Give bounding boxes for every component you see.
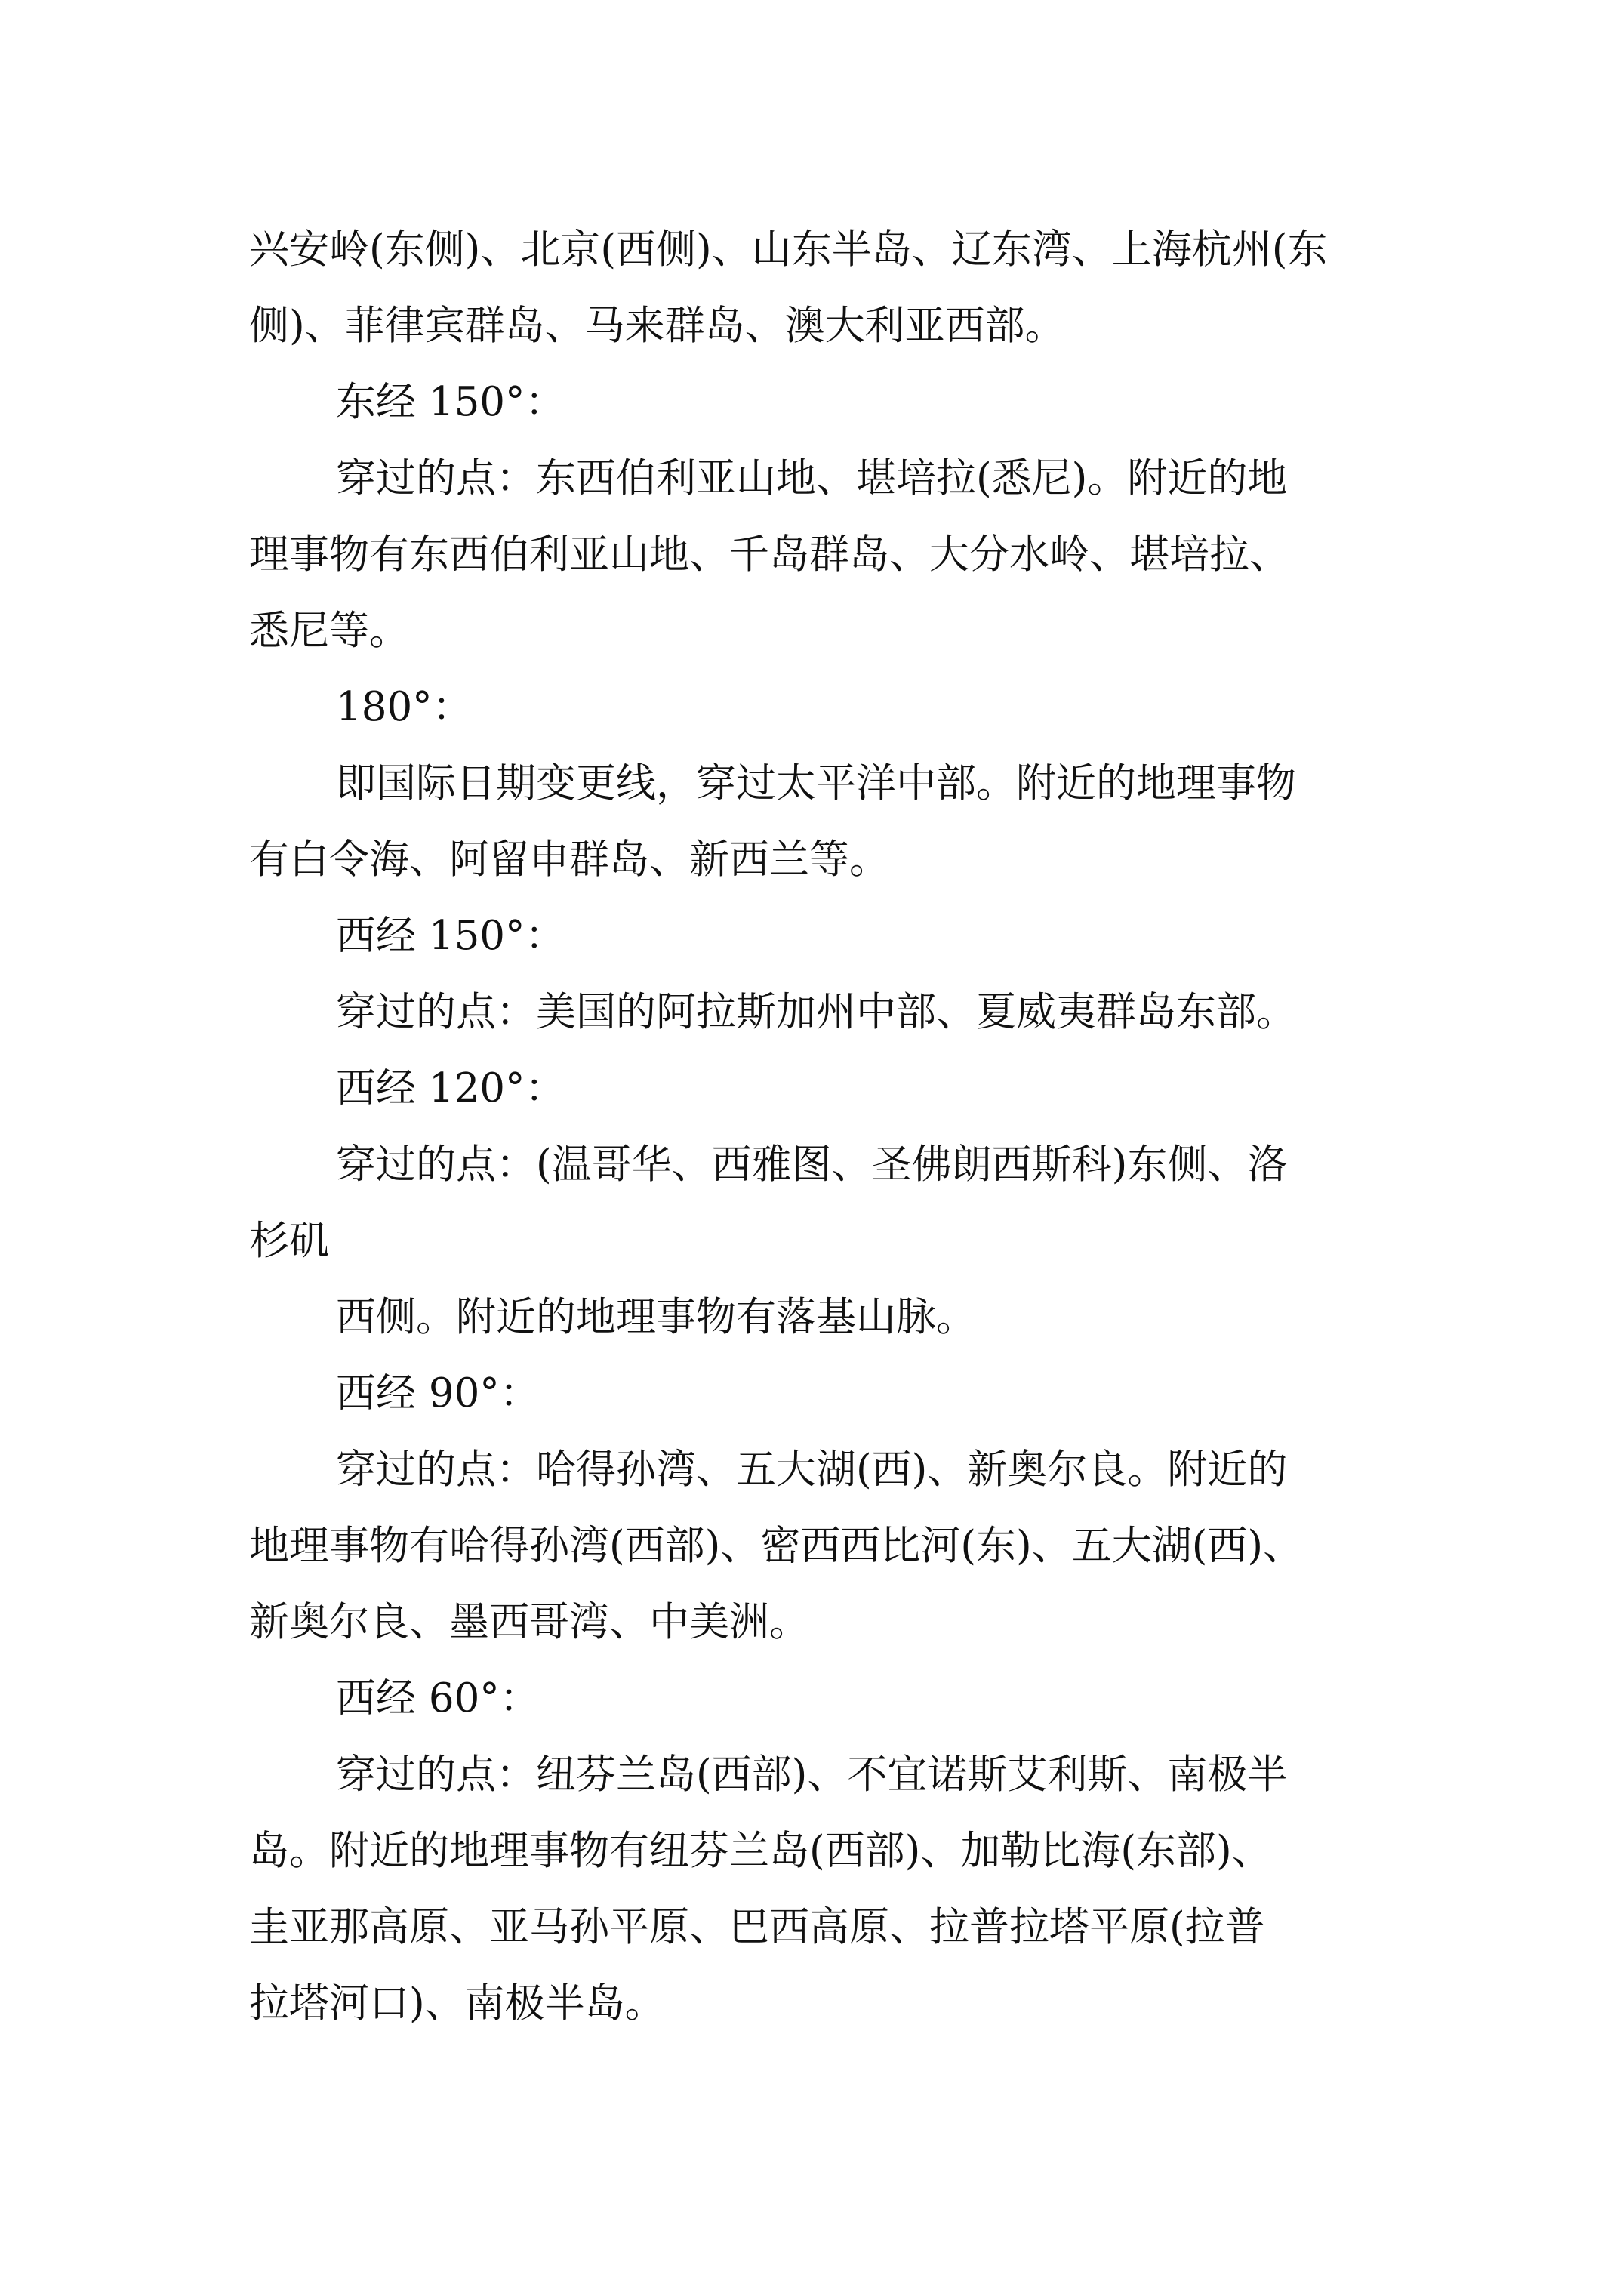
text-line: 西侧。附近的地理事物有落基山脉。 <box>336 1294 976 1340</box>
text-line: 侧)、菲律宾群岛、马来群岛、澳大利亚西部。 <box>249 303 1065 349</box>
text-line: 东经 150°： <box>336 379 565 425</box>
text-line: 地理事物有哈得孙湾(西部)、密西西比河(东)、五大湖(西)、 <box>249 1523 1304 1569</box>
text-line: 岛。附近的地理事物有纽芬兰岛(西部)、加勒比海(东部)、 <box>249 1828 1272 1874</box>
text-line: 穿过的点：哈得孙湾、五大湖(西)、新奥尔良。附近的 <box>336 1447 1288 1493</box>
text-line: 穿过的点：美国的阿拉斯加州中部、夏威夷群岛东部。 <box>336 989 1296 1035</box>
text-line: 新奥尔良、墨西哥湾、中美洲。 <box>249 1599 809 1645</box>
text-line: 圭亚那高原、亚马孙平原、巴西高原、拉普拉塔平原(拉普 <box>249 1904 1265 1950</box>
text-line: 理事物有东西伯利亚山地、千岛群岛、大分水岭、堪培拉、 <box>249 532 1289 578</box>
text-line: 180°： <box>336 684 473 730</box>
text-line: 杉矶 <box>249 1218 329 1264</box>
text-line: 即国际日期变更线，穿过太平洋中部。附近的地理事物 <box>336 760 1296 806</box>
text-line: 穿过的点：纽芬兰岛(西部)、不宜诺斯艾利斯、南极半 <box>336 1752 1288 1798</box>
text-line: 西经 90°： <box>336 1370 540 1416</box>
text-line: 西经 150°： <box>336 913 565 959</box>
document-body <box>249 211 1442 2042</box>
text-line: 悉尼等。 <box>249 608 409 654</box>
text-line: 有白令海、阿留申群岛、新西兰等。 <box>249 837 889 883</box>
text-line: 西经 60°： <box>336 1675 540 1721</box>
text-line: 穿过的点：东西伯利亚山地、堪培拉(悉尼)。附近的地 <box>336 455 1288 501</box>
text-line: 西经 120°： <box>336 1065 565 1111</box>
text-line: 拉塔河口)、南极半岛。 <box>249 1980 665 2026</box>
text-line: 兴安岭(东侧)、北京(西侧)、山东半岛、辽东湾、上海杭州(东 <box>249 227 1328 273</box>
text-line: 穿过的点：(温哥华、西雅图、圣佛朗西斯科)东侧、洛 <box>336 1142 1288 1188</box>
